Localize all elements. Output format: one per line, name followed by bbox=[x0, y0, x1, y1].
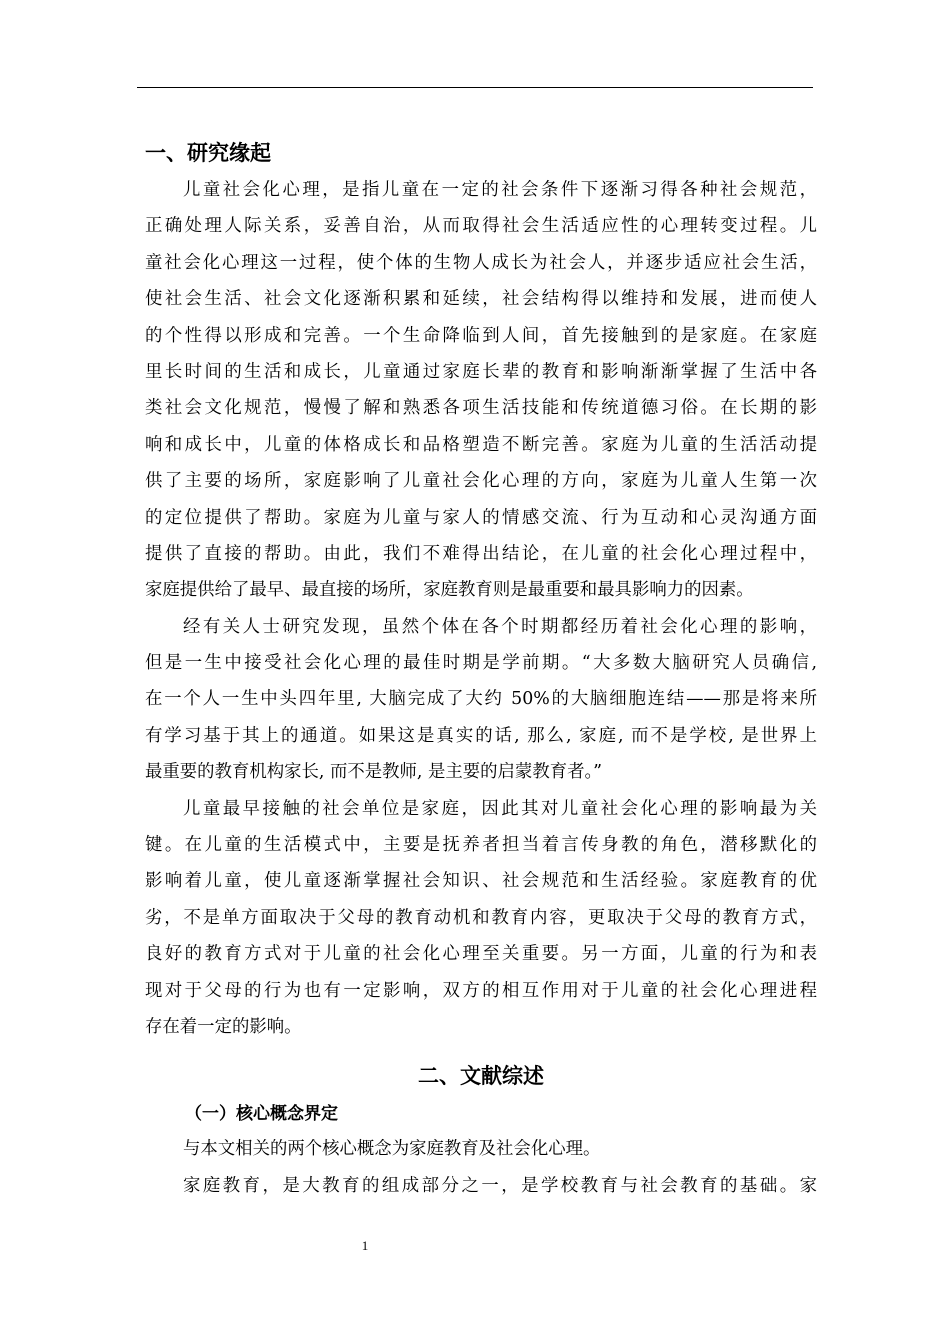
text-line: 影响着儿童，使儿童逐渐掌握社会知识、社会规范和生活经验。家庭教育的优 bbox=[145, 871, 817, 892]
text-line: 键。在儿童的生活模式中，主要是抚养者担当着言传身教的角色，潜移默化的 bbox=[145, 835, 817, 856]
text-line: 有学习基于其上的通道。如果这是真实的话, 那么, 家庭, 而不是学校, 是世界上 bbox=[145, 725, 817, 746]
text-line: 劣，不是单方面取决于父母的教育动机和教育内容，更取决于父母的教育方式， bbox=[145, 907, 817, 928]
paragraph-1 bbox=[145, 172, 817, 609]
text-line: 家庭教育，是大教育的组成部分之一，是学校教育与社会教育的基础。家 bbox=[183, 1175, 817, 1196]
text-line: 良好的教育方式对于儿童的社会化心理至关重要。另一方面，儿童的行为和表 bbox=[145, 944, 817, 965]
text-line: 在一个人一生中头四年里, 大脑完成了大约 50%的大脑细胞连结——那是将来所 bbox=[145, 689, 817, 710]
text-line: 响和成长中，儿童的体格成长和品格塑造不断完善。家庭为儿童的生活活动提 bbox=[145, 434, 817, 455]
text-line: 供了主要的场所，家庭影响了儿童社会化心理的方向，家庭为儿童人生第一次 bbox=[145, 471, 817, 492]
text-line: 正确处理人际关系，妥善自治，从而取得社会生活适应性的心理转变过程。儿 bbox=[145, 216, 817, 237]
paragraph-4 bbox=[145, 1131, 817, 1167]
text-line: 类社会文化规范，慢慢了解和熟悉各项生活技能和传统道德习俗。在长期的影 bbox=[145, 398, 817, 419]
text-line: 存在着一定的影响。 bbox=[145, 1016, 302, 1037]
text-line: 里长时间的生活和成长，儿童通过家庭长辈的教育和影响渐渐掌握了生活中各 bbox=[145, 361, 817, 382]
page-number: 1 bbox=[361, 1238, 369, 1253]
paragraph-2 bbox=[145, 609, 817, 791]
text-line: 的个性得以形成和完善。一个生命降临到人间，首先接触到的是家庭。在家庭 bbox=[145, 325, 817, 346]
section-heading-literature-review: 二、文献综述 bbox=[418, 1063, 544, 1089]
page-body bbox=[145, 134, 817, 1204]
text-line: 提供了直接的帮助。由此，我们不难得出结论，在儿童的社会化心理过程中， bbox=[145, 543, 817, 564]
text-line: 最重要的教育机构家长, 而不是教师, 是主要的启蒙教育者。” bbox=[145, 762, 603, 783]
header-rule bbox=[137, 87, 813, 88]
paragraph-3 bbox=[145, 791, 817, 1046]
section-heading-research-origin: 一、研究缘起 bbox=[145, 140, 271, 165]
text-line: 儿童社会化心理，是指儿童在一定的社会条件下逐渐习得各种社会规范， bbox=[183, 180, 817, 200]
text-line: 经有关人士研究发现，虽然个体在各个时期都经历着社会化心理的影响， bbox=[183, 616, 817, 637]
subsection-heading-core-concepts: （一）核心概念界定 bbox=[185, 1104, 338, 1125]
text-line: 与本文相关的两个核心概念为家庭教育及社会化心理。 bbox=[183, 1139, 601, 1160]
text-line: 家庭提供给了最早、最直接的场所，家庭教育则是最重要和最具影响力的因素。 bbox=[145, 580, 754, 601]
text-line: 现对于父母的行为也有一定影响，双方的相互作用对于儿童的社会化心理进程 bbox=[145, 980, 817, 1001]
text-line: 使社会生活、社会文化逐渐积累和延续，社会结构得以维持和发展，进而使人 bbox=[145, 289, 817, 310]
text-line: 童社会化心理这一过程，使个体的生物人成长为社会人，并逐步适应社会生活， bbox=[145, 252, 817, 273]
paragraph-5 bbox=[145, 1168, 817, 1204]
text-line: 儿童最早接触的社会单位是家庭，因此其对儿童社会化心理的影响最为关 bbox=[183, 798, 817, 819]
text-line: 的定位提供了帮助。家庭为儿童与家人的情感交流、行为互动和心灵沟通方面 bbox=[145, 507, 817, 528]
text-line: 但是一生中接受社会化心理的最佳时期是学前期。“大多数大脑研究人员确信, bbox=[145, 653, 817, 674]
